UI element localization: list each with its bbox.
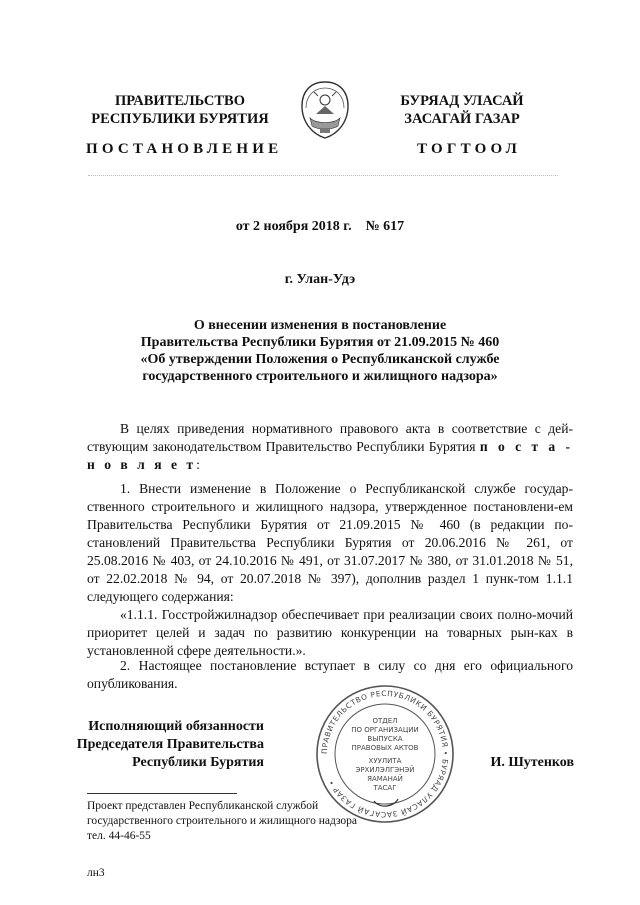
doc-type-ru: ПОСТАНОВЛЕНИЕ xyxy=(86,141,283,157)
title-line: Правительства Республики Бурятия от 21.09.2015 № 460 xyxy=(140,335,500,350)
title-line: О внесении изменения в постановление xyxy=(193,318,447,333)
stamp-line: ЯАМАНАЙ xyxy=(367,775,403,783)
footer-note xyxy=(87,799,357,844)
stamp-line: ОТДЕЛ xyxy=(372,717,398,725)
title-line: «Об утверждении Положения о Республиканской службе xyxy=(140,352,500,367)
item-1-quote: «1.1.1. Госстройжилнадзор обеспечивает при реализации своих полно-мочий приоритет целей и задач по развитию конкуренции на товарных рын-ках в установленной сфере деятельности.». xyxy=(87,607,573,658)
position-line: Республики Бурятия xyxy=(132,755,264,770)
footer-phone: тел. 44-46-55 xyxy=(87,830,151,842)
footer-line: государственного строительного и жилищного надзора xyxy=(87,815,358,827)
stamp-line: ПО ОРГАНИЗАЦИИ xyxy=(351,726,419,734)
preamble-text: В целях приведения нормативного правового акта в соответствие с дей-ствующим законодательством Правительство Республики Бурятия xyxy=(87,421,573,454)
header-divider xyxy=(88,175,558,177)
footer-code: лн3 xyxy=(87,867,105,879)
date-number: от 2 ноября 2018 г. № 617 xyxy=(235,219,405,234)
position-line: Исполняющий обязанности xyxy=(88,719,264,734)
footer-divider xyxy=(87,793,237,794)
right-org-line1: БУРЯАД УЛАСАЙ xyxy=(400,93,524,109)
preamble-colon: : xyxy=(196,457,200,472)
stamp-line: ПРАВОВЫХ АКТОВ xyxy=(351,744,419,752)
left-org-name xyxy=(90,92,270,128)
document-title xyxy=(0,317,640,385)
stamp-ring-text: ПРАВИТЕЛЬСТВО РЕСПУБЛИКИ БУРЯТИЯ • БУРЯАД УЛАСАЙ ЗАСАГАЙ ГАЗАР • xyxy=(319,688,451,820)
stamp-line: ЭРХИЛЭЛГЭНЭЙ xyxy=(355,766,415,774)
preamble xyxy=(87,420,573,474)
item-1 xyxy=(87,480,573,660)
stamp-line: ТАСАГ xyxy=(373,784,397,792)
doc-type-bua: ТОГТООЛ xyxy=(417,141,521,157)
signatory-name: И. Шутенков xyxy=(490,755,574,770)
preamble-decree-word: п о с т а - н о в л я е т xyxy=(87,439,573,472)
title-line: государственного строительного и жилищного надзора» xyxy=(142,369,498,384)
stamp-line: ВЫПУСКА xyxy=(367,735,403,743)
left-org-line1: ПРАВИТЕЛЬСТВО xyxy=(115,93,245,109)
city: г. Улан-Удэ xyxy=(284,272,356,287)
left-org-line2: РЕСПУБЛИКИ БУРЯТИЯ xyxy=(91,111,269,127)
footer-line: Проект представлен Республиканской службой xyxy=(87,800,319,812)
right-org-line2: ЗАСАГАЙ ГАЗАР xyxy=(404,111,520,127)
item-1-text: 1. Внести изменение в Положение о Республиканской службе государ-ственного строительного и жилищного надзора, утвержденное постановлени-ем Правительства Республики Бурятия от 21.09.2015 № 460 (в редакции по-становлений Правительства Республики Бурятия от 20.06.2016 № 261, от 25.08.2016 № 403, от 24.10.2016 № 491, от 31.07.2017 № 380, от 31.01.2018 № 51, от 22.02.2018 № 94, от 20.07.2018 № 397), дополнив раздел 1 пунк-том 1.1.1 следующего содержания: xyxy=(87,481,573,604)
republic-coat-of-arms-icon xyxy=(296,78,354,142)
stamp-line: ХУУЛИТА xyxy=(368,757,402,765)
item-2-text: 2. Настоящее постановление вступает в силу со дня его официального опубликования. xyxy=(87,658,573,691)
position-line: Председателя Правительства xyxy=(76,737,264,752)
right-org-name xyxy=(372,92,552,128)
signatory-position xyxy=(60,718,264,772)
